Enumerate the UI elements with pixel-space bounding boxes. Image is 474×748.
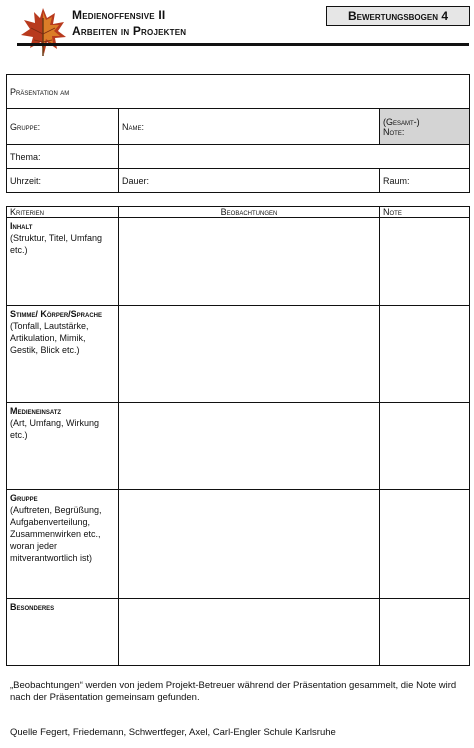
observation-field[interactable] [119, 599, 380, 666]
group-cell[interactable]: Gruppe: [7, 109, 119, 145]
observation-field[interactable] [119, 218, 380, 306]
sheet-badge: Bewertungsbogen 4 [326, 6, 470, 26]
criterion-title: Inhalt [10, 221, 33, 231]
grade-field[interactable] [380, 599, 470, 666]
criterion-cell [7, 403, 119, 490]
grade-field[interactable] [380, 218, 470, 306]
header-title-line2: Arbeiten in Projekten [72, 24, 187, 38]
observation-field[interactable] [119, 306, 380, 403]
criterion-description: (Auftreten, Begrüßung, Aufgabenverteilung, Zusammenwirken etc., woran jeder mitverantwortlich ist) [10, 505, 102, 563]
maple-leaf-icon [17, 4, 69, 58]
criterion-cell [7, 599, 119, 666]
criteria-row [7, 218, 470, 306]
topic-field[interactable] [119, 145, 470, 169]
criterion-title: Medieneinsatz [10, 406, 62, 416]
grade-field[interactable] [380, 403, 470, 490]
criteria-row [7, 599, 470, 666]
grade-label-1: (Gesamt-) [383, 116, 420, 127]
criterion-description: (Tonfall, Lautstärke, Artikulation, Mimik, Gestik, Blick etc.) [10, 321, 89, 355]
time-cell[interactable]: Uhrzeit: [7, 169, 119, 193]
presentation-date-cell[interactable]: Präsentation am [7, 75, 470, 109]
criterion-description: (Art, Umfang, Wirkung etc.) [10, 418, 100, 440]
criterion-title: Besonderes [10, 602, 55, 612]
criterion-description: (Struktur, Titel, Umfang etc.) [10, 233, 103, 255]
criterion-cell [7, 218, 119, 306]
footnote: „Beobachtungen“ werden von jedem Projekt-Betreuer während der Präsentation gesammelt, die Note wird nach der Präsentation gemeinsam gefunden. [10, 680, 457, 703]
grade-cell[interactable] [380, 109, 470, 145]
criteria-row [7, 306, 470, 403]
grade-label-2: Note: [383, 126, 405, 137]
criteria-table [6, 206, 470, 666]
criteria-row [7, 490, 470, 599]
header-grade: Note [380, 207, 470, 218]
observation-field[interactable] [119, 490, 380, 599]
criteria-row [7, 403, 470, 490]
criterion-cell [7, 306, 119, 403]
topic-label: Thema: [7, 145, 119, 169]
source-credit: Quelle Fegert, Friedemann, Schwertfeger, Axel, Carl-Engler Schule Karlsruhe [10, 727, 336, 738]
name-cell[interactable]: Name: [119, 109, 380, 145]
grade-field[interactable] [380, 306, 470, 403]
header-observations: Beobachtungen [119, 207, 380, 218]
criterion-title: Gruppe [10, 493, 38, 503]
header-divider [17, 43, 469, 46]
header-criteria: Kriterien [7, 207, 119, 218]
criterion-cell [7, 490, 119, 599]
room-cell[interactable]: Raum: [380, 169, 470, 193]
header-title-line1: Medienoffensive II [72, 8, 166, 22]
grade-field[interactable] [380, 490, 470, 599]
duration-cell[interactable]: Dauer: [119, 169, 380, 193]
criterion-title: Stimme/ Körper/Sprache [10, 309, 103, 319]
observation-field[interactable] [119, 403, 380, 490]
info-table [6, 74, 470, 193]
